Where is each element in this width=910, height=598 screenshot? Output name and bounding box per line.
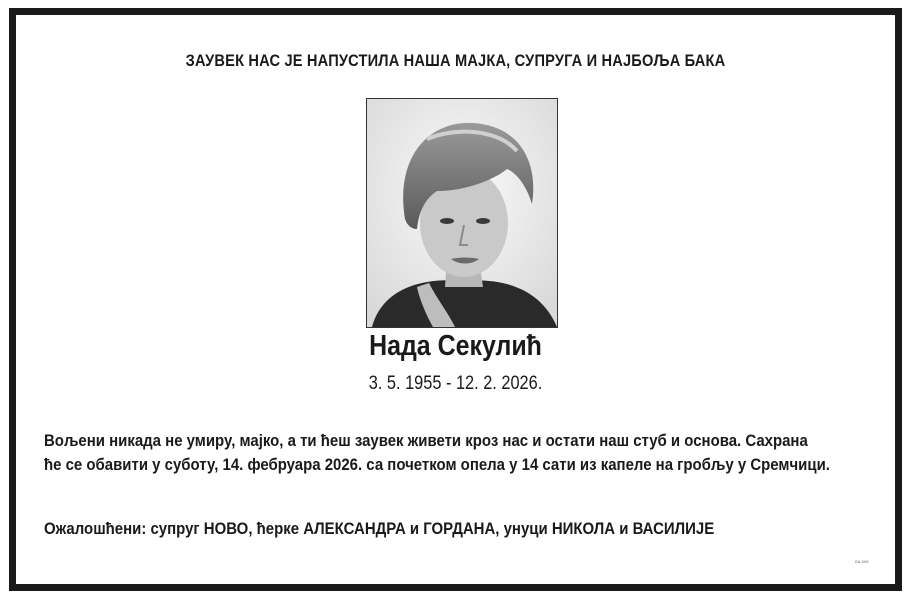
- obituary-frame: [9, 8, 902, 591]
- deceased-name: Нада Секулић: [369, 330, 542, 362]
- obituary-header: ЗАУВЕК НАС ЈЕ НАПУСТИЛА НАША МАЈКА, СУПРУГА И НАЈБОЉА БАКА: [185, 51, 726, 70]
- mourners-list: Ожалошћени: супруг НОВО, ћерке АЛЕКСАНДРА и ГОРДАНА, унуци НИКОЛА и ВАСИЛИЈЕ: [44, 519, 715, 538]
- portrait-image: [367, 99, 557, 327]
- portrait-photo: [366, 98, 558, 328]
- ad-code: Ed.19/1: [855, 559, 869, 564]
- obituary-body: [44, 429, 862, 477]
- life-dates: 3. 5. 1955 - 12. 2. 2026.: [368, 373, 543, 394]
- obituary-body-line: ће се обавити у суботу, 14. фебруара 2026. са почетком опела у 14 сати из капеле на гробљу у Сремчици.: [44, 455, 830, 474]
- obituary-body-line: Вољени никада не умиру, мајко, а ти ћеш заувек живети кроз нас и остати наш стуб и основа. Сахрана: [44, 431, 808, 450]
